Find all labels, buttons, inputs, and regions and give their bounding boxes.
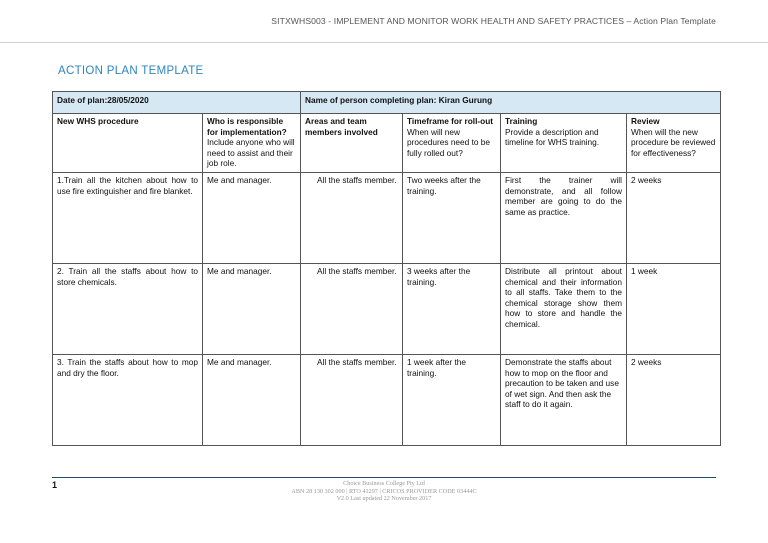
document-header: SITXWHS003 - IMPLEMENT AND MONITOR WORK HEALTH AND SAFETY PRACTICES – Action Plan Template bbox=[271, 16, 716, 26]
footer-version: V2.0 Last updated 22 November 2017 bbox=[336, 495, 432, 503]
timeframe-cell: Two weeks after the training. bbox=[403, 173, 501, 264]
review-cell: 2 weeks bbox=[627, 355, 721, 446]
procedure-cell: 2. Train all the staffs about how to store chemicals. bbox=[53, 264, 203, 355]
header-title: Timeframe for roll-out bbox=[407, 116, 494, 126]
training-cell: Demonstrate the staffs about how to mop on the floor and precaution to be taken and use of wet sign. And then ask the staff to do it again. bbox=[501, 355, 627, 446]
responsible-cell: Me and manager. bbox=[203, 264, 301, 355]
header-subtitle: When will new procedures need to be fully rolled out? bbox=[407, 126, 491, 158]
plan-info-row bbox=[53, 92, 721, 114]
header-training bbox=[501, 114, 627, 173]
footer-registration: ABN 28 130 302 000 | RTO 41297 | CRICOS PROVIDER CODE 03444C bbox=[291, 487, 477, 495]
review-cell: 1 week bbox=[627, 264, 721, 355]
procedure-cell: 3. Train the staffs about how to mop and dry the floor. bbox=[53, 355, 203, 446]
footer-company: Choice Business College Pty Ltd bbox=[343, 480, 425, 487]
header-subtitle: When will the new procedure be reviewed for effectiveness? bbox=[631, 126, 716, 158]
timeframe-cell: 1 week after the training. bbox=[403, 355, 501, 446]
responsible-cell: Me and manager. bbox=[203, 355, 301, 446]
timeframe-cell: 3 weeks after the training. bbox=[403, 264, 501, 355]
header-title: Areas and team members involved bbox=[305, 116, 378, 137]
table-row bbox=[53, 173, 721, 264]
person-completing-plan: Name of person completing plan: Kiran Gurung bbox=[301, 92, 721, 114]
header-divider bbox=[0, 42, 768, 43]
header-subtitle: Include anyone who will need to assist and their job role. bbox=[207, 137, 295, 169]
header-title: Who is responsible for implementation? bbox=[207, 116, 287, 137]
training-cell: First the trainer will demonstrate, and all follow member are going to do the same as practice. bbox=[501, 173, 627, 264]
header-title: Training bbox=[505, 116, 538, 126]
page-title: ACTION PLAN TEMPLATE bbox=[58, 65, 204, 77]
table-row bbox=[53, 264, 721, 355]
responsible-cell: Me and manager. bbox=[203, 173, 301, 264]
training-cell: Distribute all printout about chemical and their information to all staffs. Take them to the chemical storage show them how to store and handle the chemical. bbox=[501, 264, 627, 355]
header-subtitle: Provide a description and timeline for WHS training. bbox=[505, 126, 600, 148]
header-title: Review bbox=[631, 116, 660, 126]
areas-cell: All the staffs member. bbox=[301, 173, 403, 264]
review-cell: 2 weeks bbox=[627, 173, 721, 264]
table-row bbox=[53, 355, 721, 446]
areas-cell: All the staffs member. bbox=[301, 355, 403, 446]
footer-divider bbox=[52, 477, 716, 478]
header-areas bbox=[301, 114, 403, 173]
header-responsible bbox=[203, 114, 301, 173]
page-number: 1 bbox=[52, 480, 58, 490]
header-review bbox=[627, 114, 721, 173]
action-plan-table bbox=[52, 91, 721, 446]
procedure-cell: 1.Train all the kitchen about how to use fire extinguisher and fire blanket. bbox=[53, 173, 203, 264]
column-header-row bbox=[53, 114, 721, 173]
header-timeframe bbox=[403, 114, 501, 173]
footer-info bbox=[0, 480, 768, 503]
header-title: New WHS procedure bbox=[57, 116, 139, 126]
date-of-plan: Date of plan:28/05/2020 bbox=[53, 92, 301, 114]
areas-cell: All the staffs member. bbox=[301, 264, 403, 355]
header-procedure bbox=[53, 114, 203, 173]
